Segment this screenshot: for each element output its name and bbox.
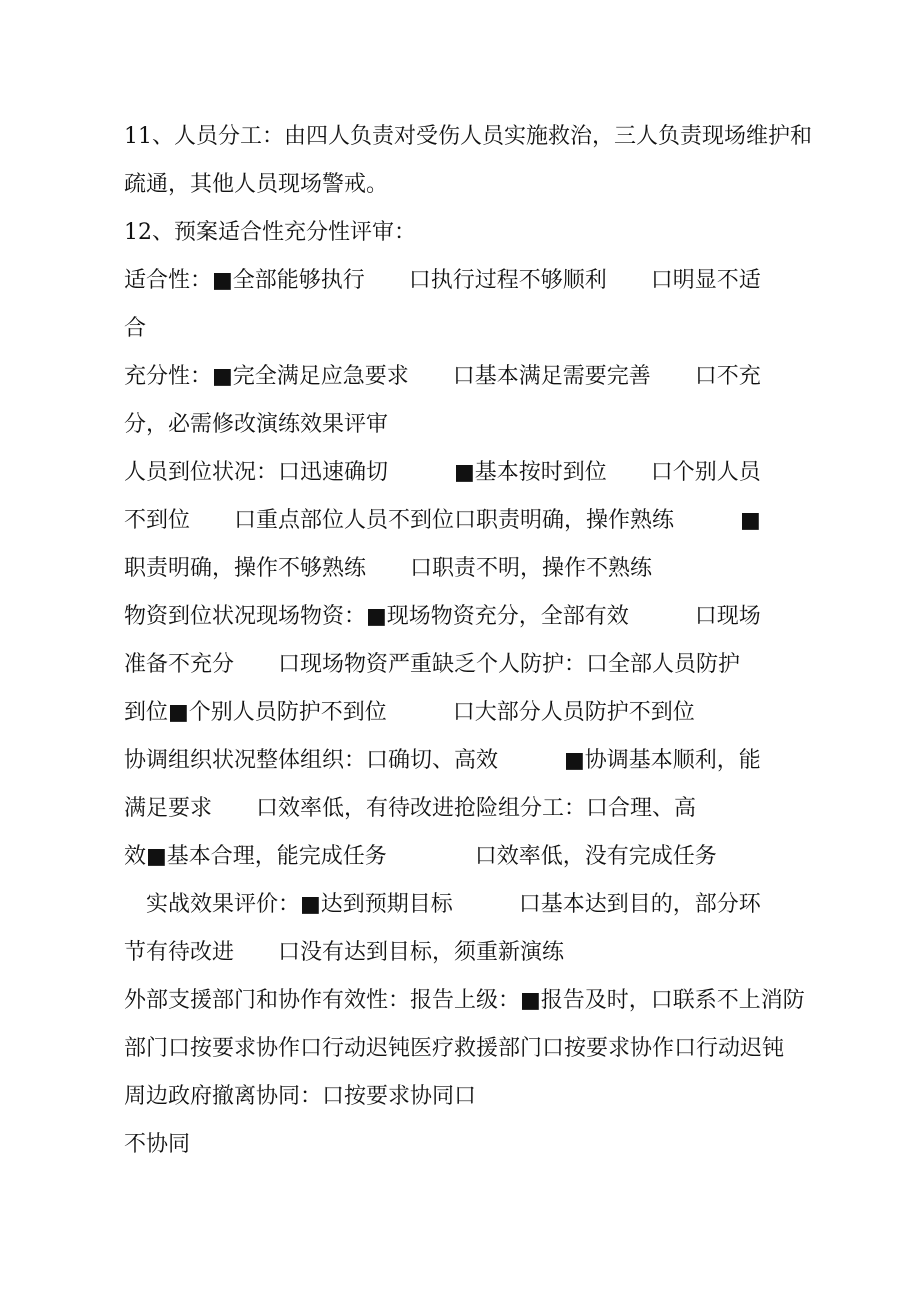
text-line (124, 737, 844, 785)
text-line (124, 977, 844, 1025)
text-line (124, 1073, 844, 1121)
text-line (124, 257, 844, 305)
line-text: 职责明确，操作不够熟练 口职责不明，操作不熟练 (124, 556, 653, 581)
text-line (124, 1121, 844, 1169)
line-text: 分，必需修改演练效果评审 (124, 412, 389, 437)
line-text: 到位■个别人员防护不到位 口大部分人员防护不到位 (124, 700, 695, 725)
text-line (124, 401, 844, 449)
text-line (124, 929, 844, 977)
text-line (124, 161, 844, 209)
text-line (124, 353, 844, 401)
line-text: 疏通，其他人员现场警戒。 (124, 172, 389, 197)
line-text: 满足要求 口效率低，有待改进抢险组分工：口合理、高 (124, 796, 697, 821)
line-text: 实战效果评价：■达到预期目标 口基本达到目的，部分环 (124, 892, 761, 917)
line-text: 协调组织状况整体组织：口确切、高效 ■协调基本顺利，能 (124, 748, 761, 773)
line-text: 11、人员分工：由四人负责对受伤人员实施救治，三人负责现场维护和 (124, 124, 812, 149)
text-line (124, 449, 844, 497)
line-text: 不到位 口重点部位人员不到位口职责明确，操作熟练 ■ (124, 508, 761, 533)
text-line (124, 113, 844, 161)
line-text: 节有待改进 口没有达到目标，须重新演练 (124, 940, 565, 965)
text-line (124, 881, 844, 929)
line-text: 不协同 (124, 1132, 191, 1157)
text-line (124, 545, 844, 593)
text-line (124, 497, 844, 545)
line-text: 适合性：■全部能够执行 口执行过程不够顺利 口明显不适 (124, 268, 761, 293)
text-line (124, 785, 844, 833)
text-line (124, 1025, 844, 1073)
line-text: 充分性：■完全满足应急要求 口基本满足需要完善 口不充 (124, 364, 761, 389)
text-line (124, 305, 844, 353)
text-line (124, 689, 844, 737)
text-line (124, 593, 844, 641)
line-text: 物资到位状况现场物资：■现场物资充分，全部有效 口现场 (124, 604, 761, 629)
line-text: 人员到位状况：口迅速确切 ■基本按时到位 口个别人员 (124, 460, 761, 485)
text-line (124, 833, 844, 881)
line-text: 部门口按要求协作口行动迟钝医疗救援部门口按要求协作口行动迟钝 (124, 1036, 785, 1061)
line-text: 准备不充分 口现场物资严重缺乏个人防护：口全部人员防护 (124, 652, 741, 677)
document-body (124, 113, 844, 1169)
line-text: 周边政府撤离协同：口按要求协同口 (124, 1084, 477, 1109)
line-text: 合 (124, 316, 147, 341)
line-text: 12、预案适合性充分性评审： (124, 220, 416, 245)
line-text: 外部支援部门和协作有效性：报告上级：■报告及时，口联系不上消防 (124, 988, 805, 1013)
line-text: 效■基本合理，能完成任务 口效率低，没有完成任务 (124, 844, 717, 869)
text-line (124, 209, 844, 257)
text-line (124, 641, 844, 689)
